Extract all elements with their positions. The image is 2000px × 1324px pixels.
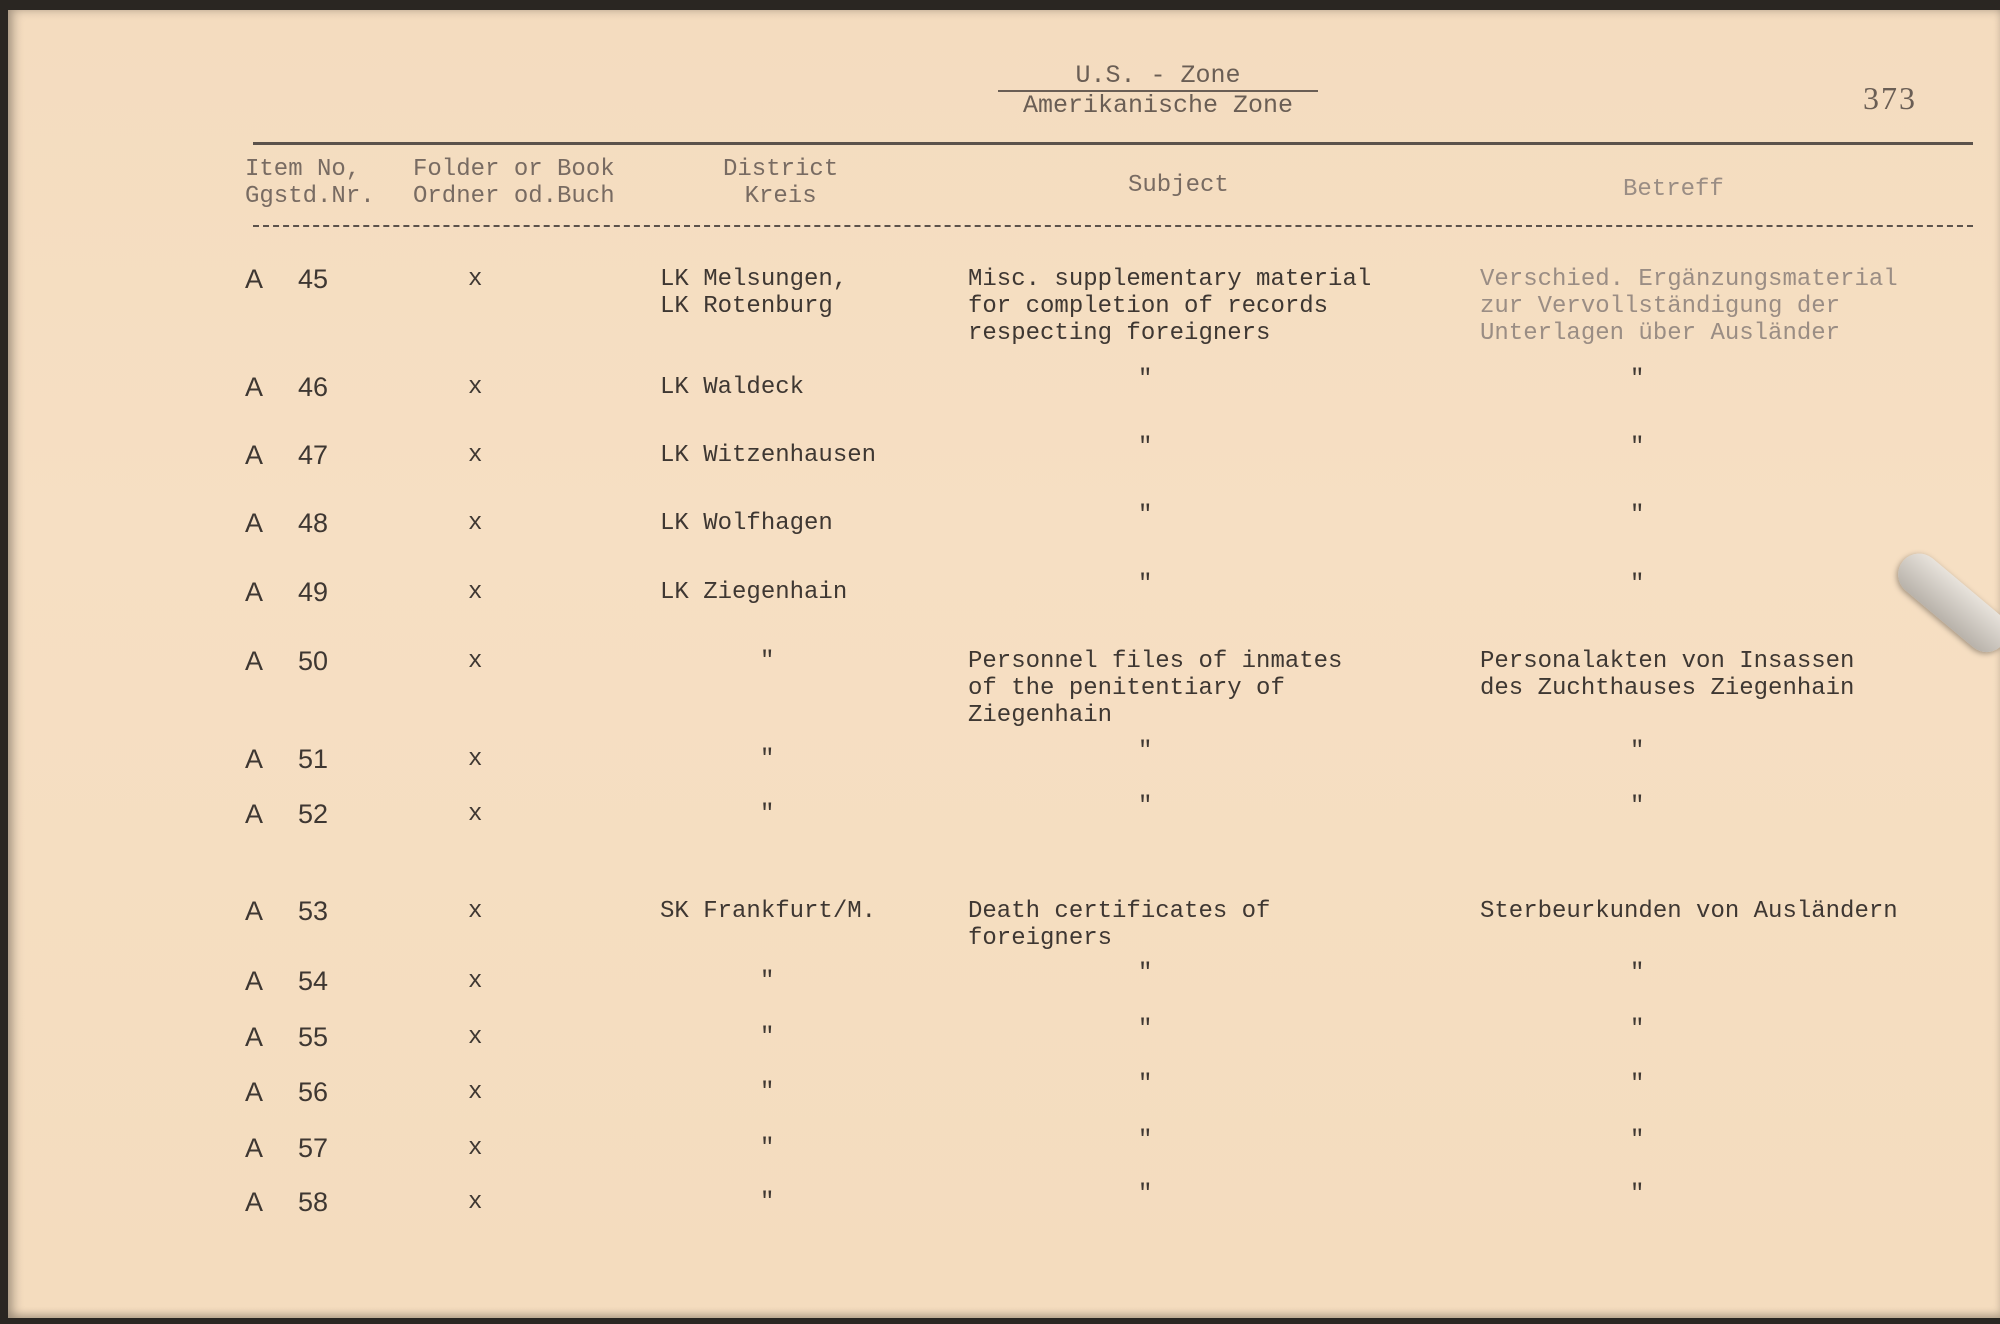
folder-mark: x <box>468 968 483 995</box>
subject-line: " <box>1138 502 1153 529</box>
item-number: 58 <box>298 1187 329 1217</box>
page-holder-clip <box>1890 545 2000 661</box>
item-prefix: A <box>245 508 264 538</box>
subject-line: " <box>1138 1071 1153 1098</box>
subject-line: " <box>1138 366 1153 393</box>
column-header-line: Ggstd.Nr. <box>245 183 375 210</box>
district-line: " <box>760 801 775 828</box>
betreff-line: " <box>1630 1016 1645 1043</box>
betreff-line: " <box>1630 738 1645 765</box>
column-header-line: District <box>723 156 839 183</box>
item-number: 53 <box>298 896 329 926</box>
subject-line: Misc. supplementary material <box>968 266 1372 293</box>
subject-line: " <box>1138 434 1153 461</box>
betreff-line: Verschied. Ergänzungsmaterial <box>1480 266 1898 293</box>
item-number: 47 <box>298 440 329 470</box>
subject-line: Death certificates of <box>968 898 1271 925</box>
document-page <box>8 10 2000 1318</box>
item-number: 49 <box>298 577 329 607</box>
betreff-line: " <box>1630 366 1645 393</box>
district-line: " <box>760 968 775 995</box>
subject-line: " <box>1138 1127 1153 1154</box>
header-bottom-rule <box>253 225 1973 227</box>
item-number: 54 <box>298 966 329 996</box>
item-prefix: A <box>245 1187 264 1217</box>
item-number: 46 <box>298 372 329 402</box>
betreff-line: des Zuchthauses Ziegenhain <box>1480 675 1855 702</box>
header-top-rule <box>253 142 1973 145</box>
betreff-line: Unterlagen über Ausländer <box>1480 320 1841 347</box>
betreff-line: zur Vervollständigung der <box>1480 293 1841 320</box>
betreff-line: " <box>1630 434 1645 461</box>
item-prefix: A <box>245 896 264 926</box>
district-line: " <box>760 1135 775 1162</box>
betreff-line: " <box>1630 1071 1645 1098</box>
folder-mark: x <box>468 266 483 293</box>
column-header-betreff: Betreff <box>1623 176 1724 203</box>
zone-heading-line1: U.S. - Zone <box>1075 61 1241 90</box>
item-number: 52 <box>298 799 329 829</box>
subject-line: of the penitentiary of <box>968 675 1285 702</box>
betreff-line: Personalakten von Insassen <box>1480 648 1855 675</box>
zone-heading-line2: Amerikanische Zone <box>998 90 1318 120</box>
district-line: " <box>760 1024 775 1051</box>
item-prefix: A <box>245 264 264 294</box>
page-number: 373 <box>1863 80 1917 116</box>
subject-line: " <box>1138 1016 1153 1043</box>
folder-mark: x <box>468 510 483 537</box>
district-line: " <box>760 1189 775 1216</box>
subject-line: respecting foreigners <box>968 320 1271 347</box>
subject-line: Ziegenhain <box>968 702 1113 729</box>
district-line: " <box>760 746 775 773</box>
item-prefix: A <box>245 440 264 470</box>
item-number: 55 <box>298 1022 329 1052</box>
column-header-item-no <box>245 156 375 210</box>
item-prefix: A <box>245 799 264 829</box>
district-line: LK Witzenhausen <box>660 442 877 469</box>
subject-line: Personnel files of inmates <box>968 648 1343 675</box>
column-header-subject: Subject <box>1128 172 1229 199</box>
item-number: 48 <box>298 508 329 538</box>
item-prefix: A <box>245 372 264 402</box>
item-number: 51 <box>298 744 329 774</box>
district-line: " <box>760 648 775 675</box>
item-number: 56 <box>298 1077 329 1107</box>
betreff-line: " <box>1630 1127 1645 1154</box>
item-prefix: A <box>245 966 264 996</box>
subject-line: for completion of records <box>968 293 1329 320</box>
betreff-line: " <box>1630 1181 1645 1208</box>
district-line: LK Waldeck <box>660 374 805 401</box>
folder-mark: x <box>468 374 483 401</box>
column-header-line: Ordner od.Buch <box>413 183 615 210</box>
betreff-line: " <box>1630 793 1645 820</box>
folder-mark: x <box>468 746 483 773</box>
column-header-folder <box>413 156 615 210</box>
column-header-line: Item No, <box>245 156 361 183</box>
district-line: LK Wolfhagen <box>660 510 833 537</box>
item-prefix: A <box>245 1133 264 1163</box>
subject-line: foreigners <box>968 925 1113 952</box>
district-line: LK Melsungen, <box>660 266 848 293</box>
item-number: 57 <box>298 1133 329 1163</box>
item-prefix: A <box>245 744 264 774</box>
subject-line: " <box>1138 960 1153 987</box>
zone-heading <box>998 62 1318 120</box>
item-prefix: A <box>245 1077 264 1107</box>
district-line: SK Frankfurt/M. <box>660 898 877 925</box>
column-header-line: Folder or Book <box>413 156 615 183</box>
folder-mark: x <box>468 1189 483 1216</box>
district-line: LK Ziegenhain <box>660 579 848 606</box>
subject-line: " <box>1138 571 1153 598</box>
item-prefix: A <box>245 1022 264 1052</box>
betreff-line: " <box>1630 502 1645 529</box>
betreff-line: " <box>1630 960 1645 987</box>
item-prefix: A <box>245 646 264 676</box>
folder-mark: x <box>468 1135 483 1162</box>
subject-line: " <box>1138 1181 1153 1208</box>
folder-mark: x <box>468 801 483 828</box>
column-header-district <box>723 156 838 210</box>
subject-line: " <box>1138 738 1153 765</box>
subject-line: " <box>1138 793 1153 820</box>
folder-mark: x <box>468 648 483 675</box>
betreff-line: Sterbeurkunden von Ausländern <box>1480 898 1898 925</box>
betreff-line: " <box>1630 571 1645 598</box>
item-prefix: A <box>245 577 264 607</box>
column-header-line: Kreis <box>744 183 817 210</box>
folder-mark: x <box>468 579 483 606</box>
district-line: " <box>760 1079 775 1106</box>
item-number: 45 <box>298 264 329 294</box>
item-number: 50 <box>298 646 329 676</box>
folder-mark: x <box>468 898 483 925</box>
district-line: LK Rotenburg <box>660 293 833 320</box>
folder-mark: x <box>468 442 483 469</box>
folder-mark: x <box>468 1079 483 1106</box>
folder-mark: x <box>468 1024 483 1051</box>
